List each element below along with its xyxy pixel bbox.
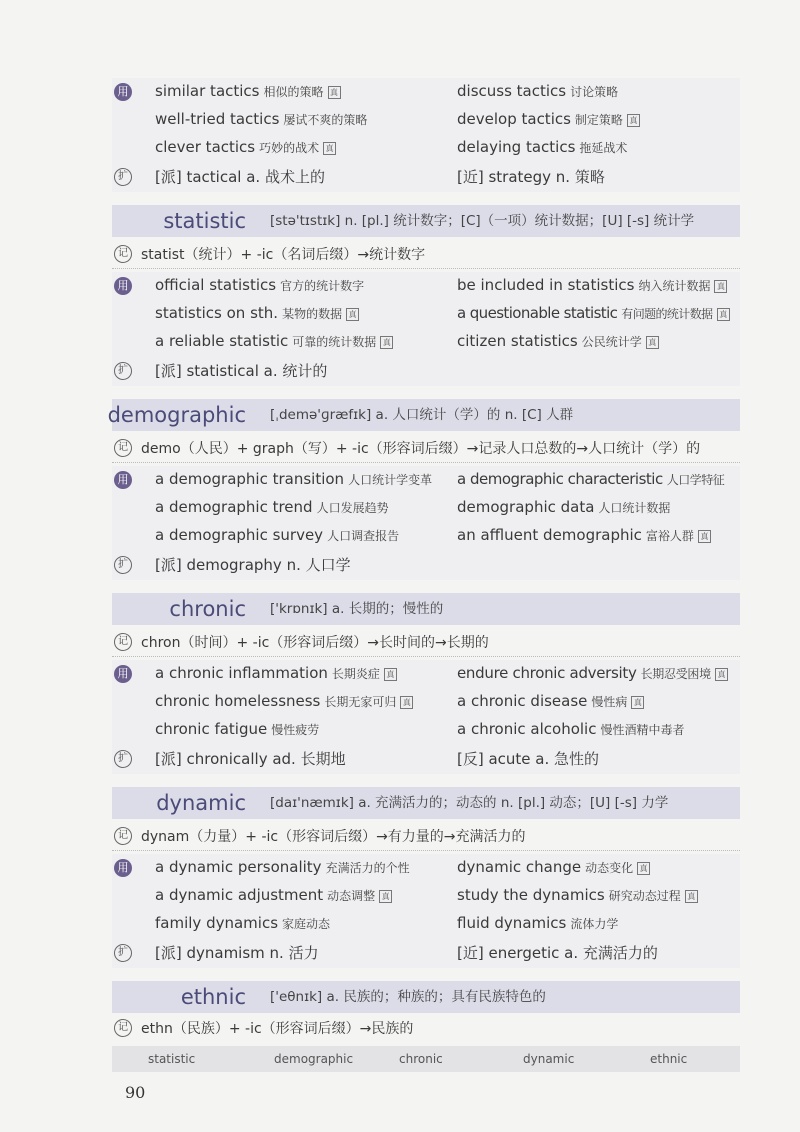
collocation-en: well-tried tactics [155,110,280,128]
collocation-en: a demographic survey [155,526,324,544]
etymology: chron（时间）+ -ic（形容词后缀）→长时间的→长期的 [141,635,489,651]
collocation-cn: 人口调查报告 [327,529,400,543]
etymology: demo（人民）+ graph（写）+ -ic（形容词后缀）→记录人口总数的→人口统计（学）的 [141,441,701,457]
derivative-text: [派] demography n. 人口学 [155,556,351,574]
usage-icon: 用 [114,277,132,295]
collocation-right [457,692,644,710]
synonym-text: [近] strategy n. 策略 [457,168,605,186]
review-word: statistic [148,1052,196,1066]
collocation-left [155,692,413,710]
collocation-cn: 制定策略 [574,113,623,127]
collocation-en: official statistics [155,276,277,294]
collocation-left [155,914,330,932]
collocation-cn: 流体力学 [570,917,619,931]
collocation-en: dynamic change [457,858,582,876]
collocation-en: develop tactics [457,110,571,128]
collocation-cn: 相似的策略 [263,85,324,99]
collocation-right [457,526,711,544]
collocation-cn: 动态变化 [585,861,634,875]
memory-icon: 记 [114,245,132,263]
collocation-left [155,720,319,738]
headword-bar [112,593,740,625]
collocation-en: fluid dynamics [457,914,567,932]
collocation-cn: 人口统计学变革 [348,473,433,487]
collocation-right [457,858,650,876]
exam-mark-icon: 真 [698,530,711,543]
collocation-cn: 巧妙的战术 [259,141,320,155]
collocation-en: a reliable statistic [155,332,289,350]
exam-mark-icon: 真 [685,890,698,903]
collocation-cn: 充满活力的个性 [325,861,410,875]
collocation-cn: 慢性病 [591,695,628,709]
collocation-en: similar tactics [155,82,260,100]
collocation-en: a demographic transition [155,470,345,488]
collocation-right [457,914,618,932]
collocation-left [155,110,367,128]
exam-mark-icon: 真 [400,696,413,709]
exam-mark-icon: 真 [627,114,640,127]
collocation-en: a chronic disease [457,692,588,710]
exam-mark-icon: 真 [637,862,650,875]
collocation-cn: 人口发展趋势 [316,501,389,515]
derivative-text: [派] chronically ad. 长期地 [155,750,346,768]
headword: demographic [107,403,246,427]
usage-icon: 用 [114,471,132,489]
exam-mark-icon: 真 [323,142,336,155]
collocation-left [155,304,359,322]
divider [112,656,740,657]
collocation-right [457,276,727,294]
collocation-right [457,332,659,350]
collocation-right [457,664,728,682]
collocation-left [155,138,336,156]
collocation-right [457,720,684,738]
collocation-cn: 某物的数据 [282,307,343,321]
collocation-cn: 拖延战术 [579,141,628,155]
collocation-en: statistics on sth. [155,304,279,322]
collocation-en: a questionable statistic [457,304,618,322]
exam-mark-icon: 真 [717,308,730,321]
collocation-en: citizen statistics [457,332,578,350]
exam-mark-icon: 真 [631,696,644,709]
definition: [daɪ'næmɪk] a. 充满活力的；动态的 n. [pl.] 动态；[U] [-s] 力学 [270,795,669,811]
headword-bar [107,399,740,431]
collocation-left [155,526,399,544]
collocation-en: a demographic characteristic [457,470,663,488]
collocation-cn: 人口统计数据 [598,501,671,515]
collocation-en: a chronic inflammation [155,664,328,682]
review-word: demographic [274,1052,354,1066]
extension-icon: 扩 [114,944,132,962]
exam-mark-icon: 真 [384,668,397,681]
collocation-cn: 长期忍受困境 [640,667,711,681]
collocation-en: clever tactics [155,138,256,156]
extension-icon: 扩 [114,362,132,380]
collocation-cn: 长期无家可归 [324,695,397,709]
page-number: 90 [125,1083,146,1102]
collocation-en: a demographic trend [155,498,313,516]
collocation-en: a dynamic personality [155,858,322,876]
review-word: chronic [399,1052,443,1066]
etymology: dynam（力量）+ -ic（形容词后缀）→有力量的→充满活力的 [141,829,526,845]
review-word: ethnic [650,1052,688,1066]
divider [112,850,740,851]
antonym-text: [反] acute a. 急性的 [457,750,600,768]
extension-icon: 扩 [114,750,132,768]
collocation-cn: 屡试不爽的策略 [283,113,368,127]
review-word: dynamic [523,1052,575,1066]
exam-mark-icon: 真 [379,890,392,903]
collocation-cn: 慢性疲劳 [271,723,320,737]
collocation-en: discuss tactics [457,82,567,100]
collocation-left [155,886,392,904]
exam-mark-icon: 真 [715,668,728,681]
memory-icon: 记 [114,439,132,457]
collocation-cn: 可靠的统计数据 [292,335,377,349]
memory-icon: 记 [114,633,132,651]
collocation-cn: 动态调整 [327,889,376,903]
memory-icon: 记 [114,827,132,845]
collocation-right [457,82,618,100]
collocation-left [155,664,397,682]
collocation-cn: 家庭动态 [282,917,331,931]
collocation-cn: 慢性酒精中毒者 [600,723,685,737]
divider [112,462,740,463]
extension-icon: 扩 [114,556,132,574]
definition: [ˌdemə'ɡræfɪk] a. 人口统计（学）的 n. [C] 人群 [270,407,574,423]
headword: ethnic [180,985,246,1009]
collocation-right [457,470,724,488]
collocation-cn: 长期炎症 [331,667,380,681]
collocation-en: a chronic alcoholic [457,720,597,738]
usage-icon: 用 [114,859,132,877]
collocation-cn: 公民统计学 [581,335,642,349]
collocation-en: delaying tactics [457,138,576,156]
exam-mark-icon: 真 [328,86,341,99]
collocation-en: a dynamic adjustment [155,886,324,904]
collocation-en: an affluent demographic [457,526,642,544]
definition: ['eθnɪk] a. 民族的；种族的；具有民族特色的 [270,989,546,1005]
collocation-right [457,886,698,904]
collocation-en: demographic data [457,498,595,516]
collocation-cn: 富裕人群 [645,529,694,543]
headword-bar [112,981,740,1013]
headword: statistic [163,209,246,233]
exam-mark-icon: 真 [346,308,359,321]
collocation-left [155,498,389,516]
collocation-cn: 官方的统计数字 [280,279,365,293]
derivative-text: [派] tactical a. 战术上的 [155,168,325,186]
collocation-cn: 研究动态过程 [608,889,681,903]
collocation-left [155,276,364,294]
usage-icon: 用 [114,83,132,101]
exam-mark-icon: 真 [646,336,659,349]
collocation-left [155,82,341,100]
etymology: statist（统计）+ -ic（名词后缀）→统计数字 [141,247,426,263]
collocation-en: study the dynamics [457,886,605,904]
derivative-text: [派] statistical a. 统计的 [155,362,328,380]
definition: ['krɒnɪk] a. 长期的；慢性的 [270,601,444,617]
collocation-cn: 人口学特征 [666,473,725,487]
synonym-text: [近] energetic a. 充满活力的 [457,944,658,962]
definition: [stə'tɪstɪk] n. [pl.] 统计数字；[C]（一项）统计数据；[U] [-s] 统计学 [270,213,695,229]
collocation-right [457,110,640,128]
headword: chronic [169,597,246,621]
derivative-text: [派] dynamism n. 活力 [155,944,319,962]
extension-icon: 扩 [114,168,132,186]
collocation-en: be included in statistics [457,276,635,294]
collocation-cn: 讨论策略 [570,85,619,99]
etymology: ethn（民族）+ -ic（形容词后缀）→民族的 [141,1021,414,1037]
collocation-cn: 有问题的统计数据 [621,307,713,321]
collocation-en: family dynamics [155,914,279,932]
collocation-right [457,138,627,156]
exam-mark-icon: 真 [714,280,727,293]
collocation-cn: 纳入统计数据 [638,279,711,293]
collocation-left [155,470,432,488]
memory-icon: 记 [114,1019,132,1037]
collocation-left [155,858,410,876]
review-word-strip [112,1046,740,1072]
headword: dynamic [156,791,246,815]
collocation-left [155,332,393,350]
collocation-en: endure chronic adversity [457,664,637,682]
collocation-en: chronic homelessness [155,692,321,710]
headword-bar [112,205,740,237]
collocation-right [457,304,730,322]
headword-bar [112,787,740,819]
usage-icon: 用 [114,665,132,683]
collocation-en: chronic fatigue [155,720,268,738]
divider [112,268,740,269]
collocation-right [457,498,670,516]
exam-mark-icon: 真 [380,336,393,349]
